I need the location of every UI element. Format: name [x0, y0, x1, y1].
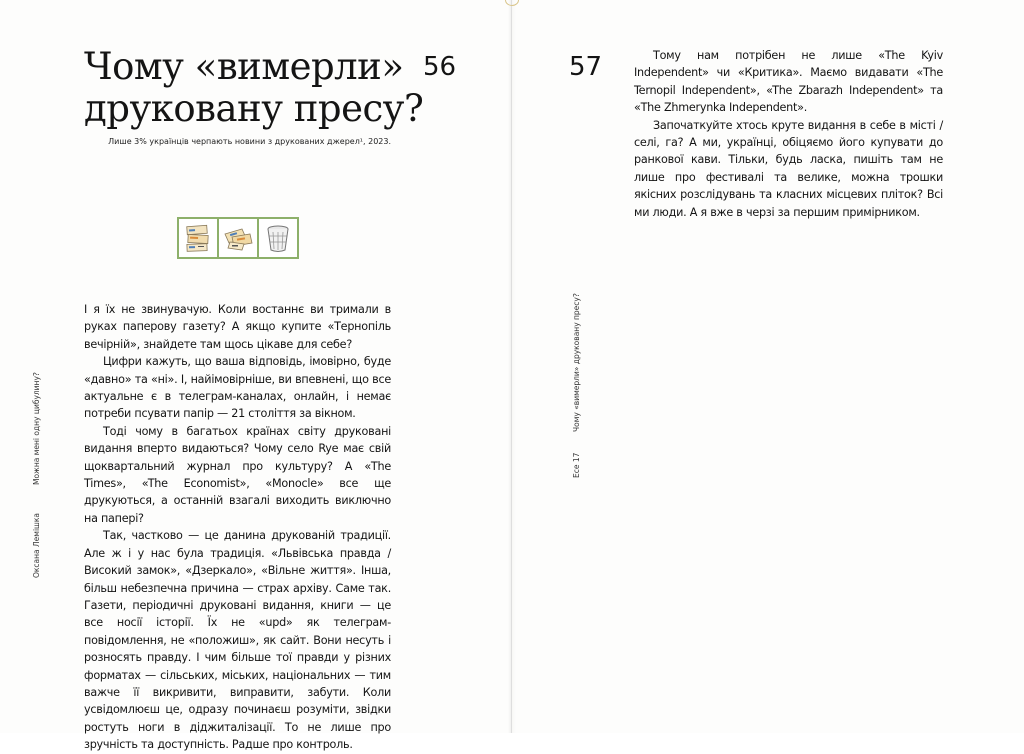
paragraph: Тоді чому в багатьох країнах світу друковані видання вперто видаються? Чому село Rye має свій щоквартальний журнал про культуру? А «The Times», «The Economist», «Monocle» все ще друкуються, а останній взагалі виходить виключно на папері? [84, 424, 391, 525]
left-body-text [84, 301, 391, 754]
running-header-chapter: Чому «вимерли» друковану пресу? [572, 293, 581, 432]
paragraph: Тому нам потрібен не лише «The Kyiv Independent» чи «Критика». Маємо видавати «The Ternopil Independent», «The Zbarazh Independent» та «The Zhmerynka Independent». [634, 49, 943, 115]
paragraph: Започаткуйте хтось круте видання в себе в місті / селі, га? А ми, українці, обіцяємо його купувати до ранкової кави. Тільки, будь ласка, пишіть там не лише про фестивалі та велике, можна трошки якісних розслідувань та класних місцевих пліток? Всі ми люди. А я вже в черзі за першим примірником. [634, 118, 943, 219]
gutter-line [511, 0, 512, 733]
page-title: Чому «вимерли» друковану пресу? [84, 45, 424, 130]
gutter-shadow [508, 0, 516, 733]
trash-bin-icon [257, 217, 299, 259]
paragraph: Цифри кажуть, що ваша відповідь, імовірно, буде «давно» та «ні». І, найімовірніше, ви впевнені, що все актуальне є в телеграм-каналах, онлайн, і немає потреби псувати папір — 21 століття за вікном. [84, 355, 391, 421]
paragraph: Так, частково — це данина друкованій традиції. Але ж і у нас була традиція. «Львівська правда / Високий замок», «Дзеркало», «Вільне життя». Інша, більш небезпечна причина — страх архіву. Саме так. Газети, періодичні друковані видання, книги — це все носії історії. Їх не «upd» як телеграм-повідомлення, не «положиш», як сайт. Вони несуть і розносять правду. І чим більше тої правди у різних форматах — сільських, міських, національних — тим важче її викривити, виправити, забути. Коли усвідомлюєш це, одразу починаєш розуміти, звідки ростуть ноги в діджиталізації. То не лише про зручність та доступність. Радше про контроль. [84, 529, 391, 752]
running-header-author: Оксана Лемішка [32, 512, 41, 578]
right-body-text [634, 47, 943, 221]
running-header-essay: Есе 17 [572, 452, 581, 478]
paragraph: І я їх не звинувачую. Коли востаннє ви тримали в руках паперову газету? А якщо купите «Тернопіль вечірній», знайдете там щось цікаве для себе? [84, 303, 391, 351]
newspaper-stack-icon [177, 217, 219, 259]
running-header-book-title: Можна мені одну цибулину? [32, 372, 41, 485]
scattered-newspapers-icon [217, 217, 259, 259]
page-number-left: 56 [423, 52, 457, 82]
statistic-caption: Лише 3% українців черпають новини з друкованих джерел¹, 2023. [108, 137, 391, 146]
page-number-right: 57 [569, 52, 603, 82]
icon-strip [177, 217, 297, 259]
